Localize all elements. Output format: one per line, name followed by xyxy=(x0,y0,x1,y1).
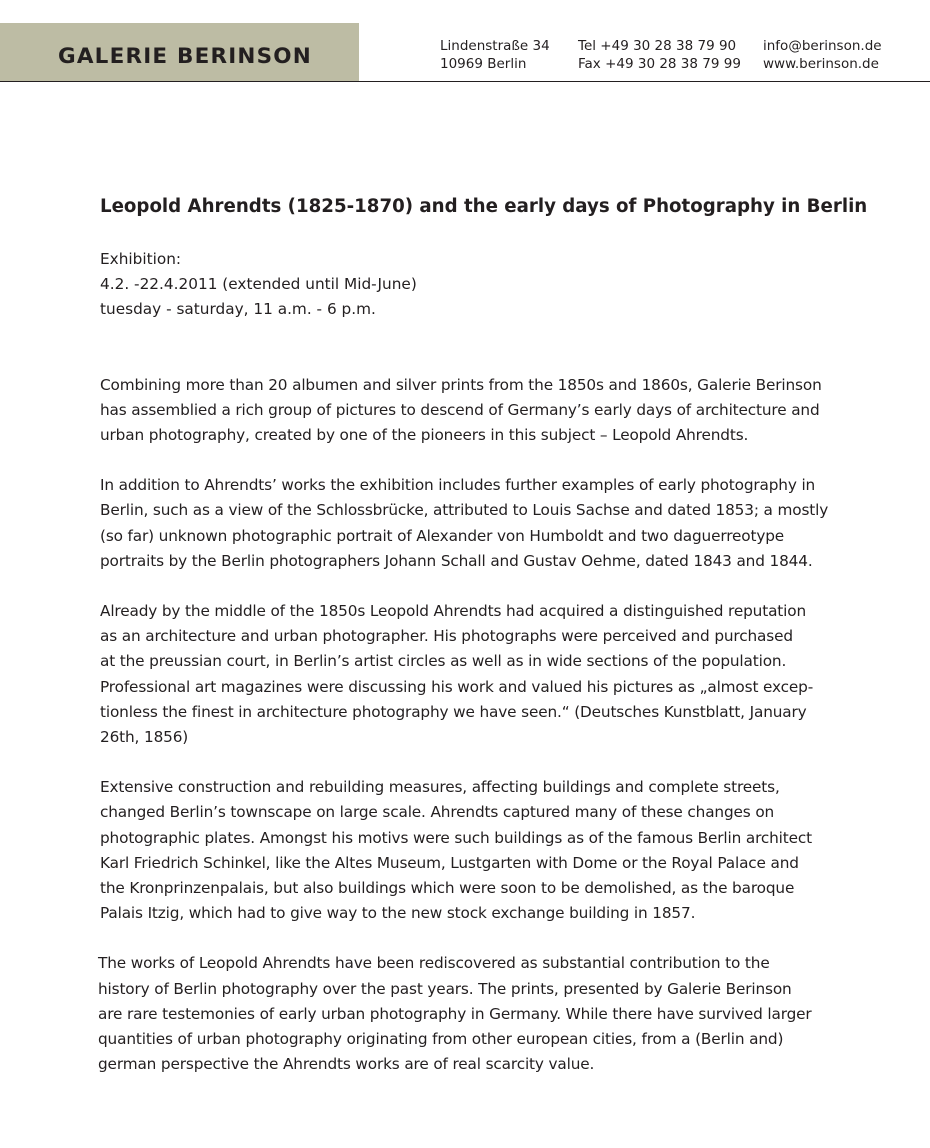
address-block xyxy=(440,37,550,73)
web-block xyxy=(763,37,882,73)
exhibition-dates: 4.2. -22.4.2011 (extended until Mid-June) xyxy=(100,275,417,294)
phone-block xyxy=(578,37,741,73)
document-title: Leopold Ahrendts (1825-1870) and the early days of Photography in Berlin xyxy=(100,196,868,217)
body-text xyxy=(100,373,860,1078)
paragraph: Already by the middle of the 1850s Leopold Ahrendts had acquired a distinguished reputation as an architecture and urban photographer. His photographs were perceived and purchased at the preussian court, in Berlin’s artist circles as well as in wide sections of the population. Professional art magazines were discussing his work and valued his pictures as „almost excep- tionless the finest in architecture photography we have seen.“ (Deutsches Kunstblatt, January 26th, 1856) xyxy=(100,602,814,747)
letterhead xyxy=(0,0,930,82)
address-street: Lindenstraße 34 xyxy=(440,38,550,54)
paragraph: The works of Leopold Ahrendts have been rediscovered as substantial contribution to the history of Berlin photography over the past years. The prints, presented by Galerie Berinson are rare testemonies of early urban photography in Germany. While there have survived larger quantities of urban photography originating from other european cities, from a (Berlin and) german perspective the Ahrendts works are of real scarcity value. xyxy=(98,954,812,1074)
gallery-logo: GALERIE BERINSON xyxy=(58,44,312,69)
email-address: info@berinson.de xyxy=(763,38,882,54)
website-url: www.berinson.de xyxy=(763,56,879,72)
exhibition-hours: tuesday - saturday, 11 a.m. - 6 p.m. xyxy=(100,300,376,319)
document-body xyxy=(98,193,868,1102)
phone-number: Tel +49 30 28 38 79 90 xyxy=(578,38,737,54)
fax-number: Fax +49 30 28 38 79 99 xyxy=(578,56,741,72)
paragraph: Extensive construction and rebuilding measures, affecting buildings and complete streets, changed Berlin’s townscape on large scale. Ahrendts captured many of these changes on photographic plates. Amongst his motivs were such buildings as of the famous Berlin architect Karl Friedrich Schinkel, like the Altes Museum, Lustgarten with Dome or the Royal Palace and the Kronprinzenpalais, but also buildings which were soon to be demolished, as the baroque Palais Itzig, which had to give way to the new stock exchange building in 1857. xyxy=(100,778,812,923)
exhibition-label: Exhibition: xyxy=(100,250,182,268)
paragraph: In addition to Ahrendts’ works the exhibition includes further examples of early photography in Berlin, such as a view of the Schlossbrücke, attributed to Louis Sachse and dated 1853; a mostly (so far) unknown photographic portrait of Alexander von Humboldt and two daguerreotype portraits by the Berlin photographers Johann Schall and Gustav Oehme, dated 1843 and 1844. xyxy=(100,476,829,570)
exhibition-info xyxy=(100,247,860,323)
address-city: 10969 Berlin xyxy=(440,56,527,72)
paragraph: Combining more than 20 albumen and silver prints from the 1850s and 1860s, Galerie Berinson has assemblied a rich group of pictures to descend of Germany’s early days of architecture and urban photography, created by one of the pioneers in this subject – Leopold Ahrendts. xyxy=(100,375,822,445)
